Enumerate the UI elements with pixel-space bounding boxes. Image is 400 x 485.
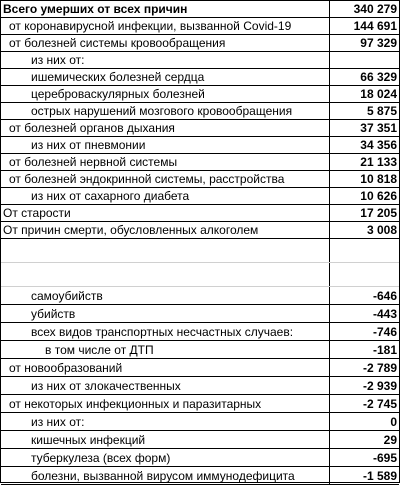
row-label: ишемических болезней сердца <box>1 69 330 85</box>
row-value: 10 626 <box>360 189 397 203</box>
row-label: цереброваскулярных болезней <box>1 86 330 102</box>
row-value: 97 329 <box>360 36 397 50</box>
table-row <box>1 52 399 69</box>
table-row <box>1 359 399 377</box>
row-label: от болезней органов дыхания <box>1 120 330 136</box>
row-label: от коронавирусной инфекции, вызванной Covid-19 <box>1 18 330 34</box>
row-value: -2 789 <box>362 361 397 375</box>
table-row <box>1 341 399 359</box>
row-value: 18 024 <box>360 87 397 101</box>
table-row <box>1 287 399 305</box>
row-value <box>330 239 399 262</box>
row-label: от болезней системы кровообращения <box>1 35 330 51</box>
row-label: от болезней нервной системы <box>1 154 330 170</box>
row-value: -2 745 <box>362 397 397 411</box>
empty-row <box>1 239 399 263</box>
table-row <box>1 205 399 222</box>
row-value: 66 329 <box>360 70 397 84</box>
row-label: самоубийств <box>1 287 330 304</box>
row-label: всех видов транспортных несчастных случаев: <box>1 323 330 340</box>
row-value <box>330 263 399 286</box>
table-row <box>1 120 399 137</box>
row-value: -443 <box>372 307 397 321</box>
row-label: острых нарушений мозгового кровообращения <box>1 103 330 119</box>
row-label <box>1 263 330 286</box>
table-row <box>1 18 399 35</box>
row-label: кишечных инфекций <box>1 431 330 448</box>
row-value: 21 133 <box>360 155 397 169</box>
table-row <box>1 449 399 467</box>
table-row <box>1 103 399 120</box>
table-row <box>1 467 399 485</box>
row-label: из них от пневмонии <box>1 137 330 153</box>
row-value: -1 589 <box>362 469 397 483</box>
row-label: От старости <box>1 205 330 221</box>
row-value: 3 008 <box>366 223 397 237</box>
row-value: 37 351 <box>360 121 397 135</box>
row-label: из них от: <box>1 52 330 68</box>
row-value: 144 691 <box>353 19 397 33</box>
row-label: от некоторых инфекционных и паразитарных <box>1 395 330 412</box>
table-row <box>1 323 399 341</box>
row-label: От причин смерти, обусловленных алкоголем <box>1 222 330 238</box>
table-row <box>1 35 399 52</box>
row-value: -2 939 <box>362 379 397 393</box>
empty-row <box>1 263 399 287</box>
table-row <box>1 1 399 18</box>
table-row <box>1 188 399 205</box>
row-label: Всего умерших от всех причин <box>1 1 330 17</box>
table-row <box>1 431 399 449</box>
table-row <box>1 395 399 413</box>
row-value: -746 <box>372 325 397 339</box>
row-value: 0 <box>390 415 397 429</box>
table-row <box>1 154 399 171</box>
row-label: болезни, вызванной вирусом иммунодефицита <box>1 467 330 484</box>
table-row <box>1 86 399 103</box>
row-label: от новообразований <box>1 359 330 376</box>
row-label: в том числе от ДТП <box>1 341 330 358</box>
table-row <box>1 222 399 239</box>
row-label: из них от злокачественных <box>1 377 330 394</box>
row-label: убийств <box>1 305 330 322</box>
row-value: 340 279 <box>353 2 397 16</box>
row-value <box>330 52 399 68</box>
row-value: 5 875 <box>366 104 397 118</box>
row-label: из них от сахарного диабета <box>1 188 330 204</box>
row-label: из них от: <box>1 413 330 430</box>
table-row <box>1 137 399 154</box>
row-value: 17 205 <box>360 206 397 220</box>
row-value: 29 <box>383 433 397 447</box>
row-label: от болезней эндокринной системы, расстройства <box>1 171 330 187</box>
table-row <box>1 377 399 395</box>
row-value: -646 <box>372 289 397 303</box>
table-row <box>1 305 399 323</box>
row-label <box>1 239 330 262</box>
row-value: -181 <box>372 343 397 357</box>
row-label: туберкулеза (всех форм) <box>1 449 330 466</box>
row-value: -695 <box>372 451 397 465</box>
table-row <box>1 413 399 431</box>
row-value: 10 818 <box>360 172 397 186</box>
table-row <box>1 69 399 86</box>
row-value: 34 356 <box>360 138 397 152</box>
table-row <box>1 171 399 188</box>
